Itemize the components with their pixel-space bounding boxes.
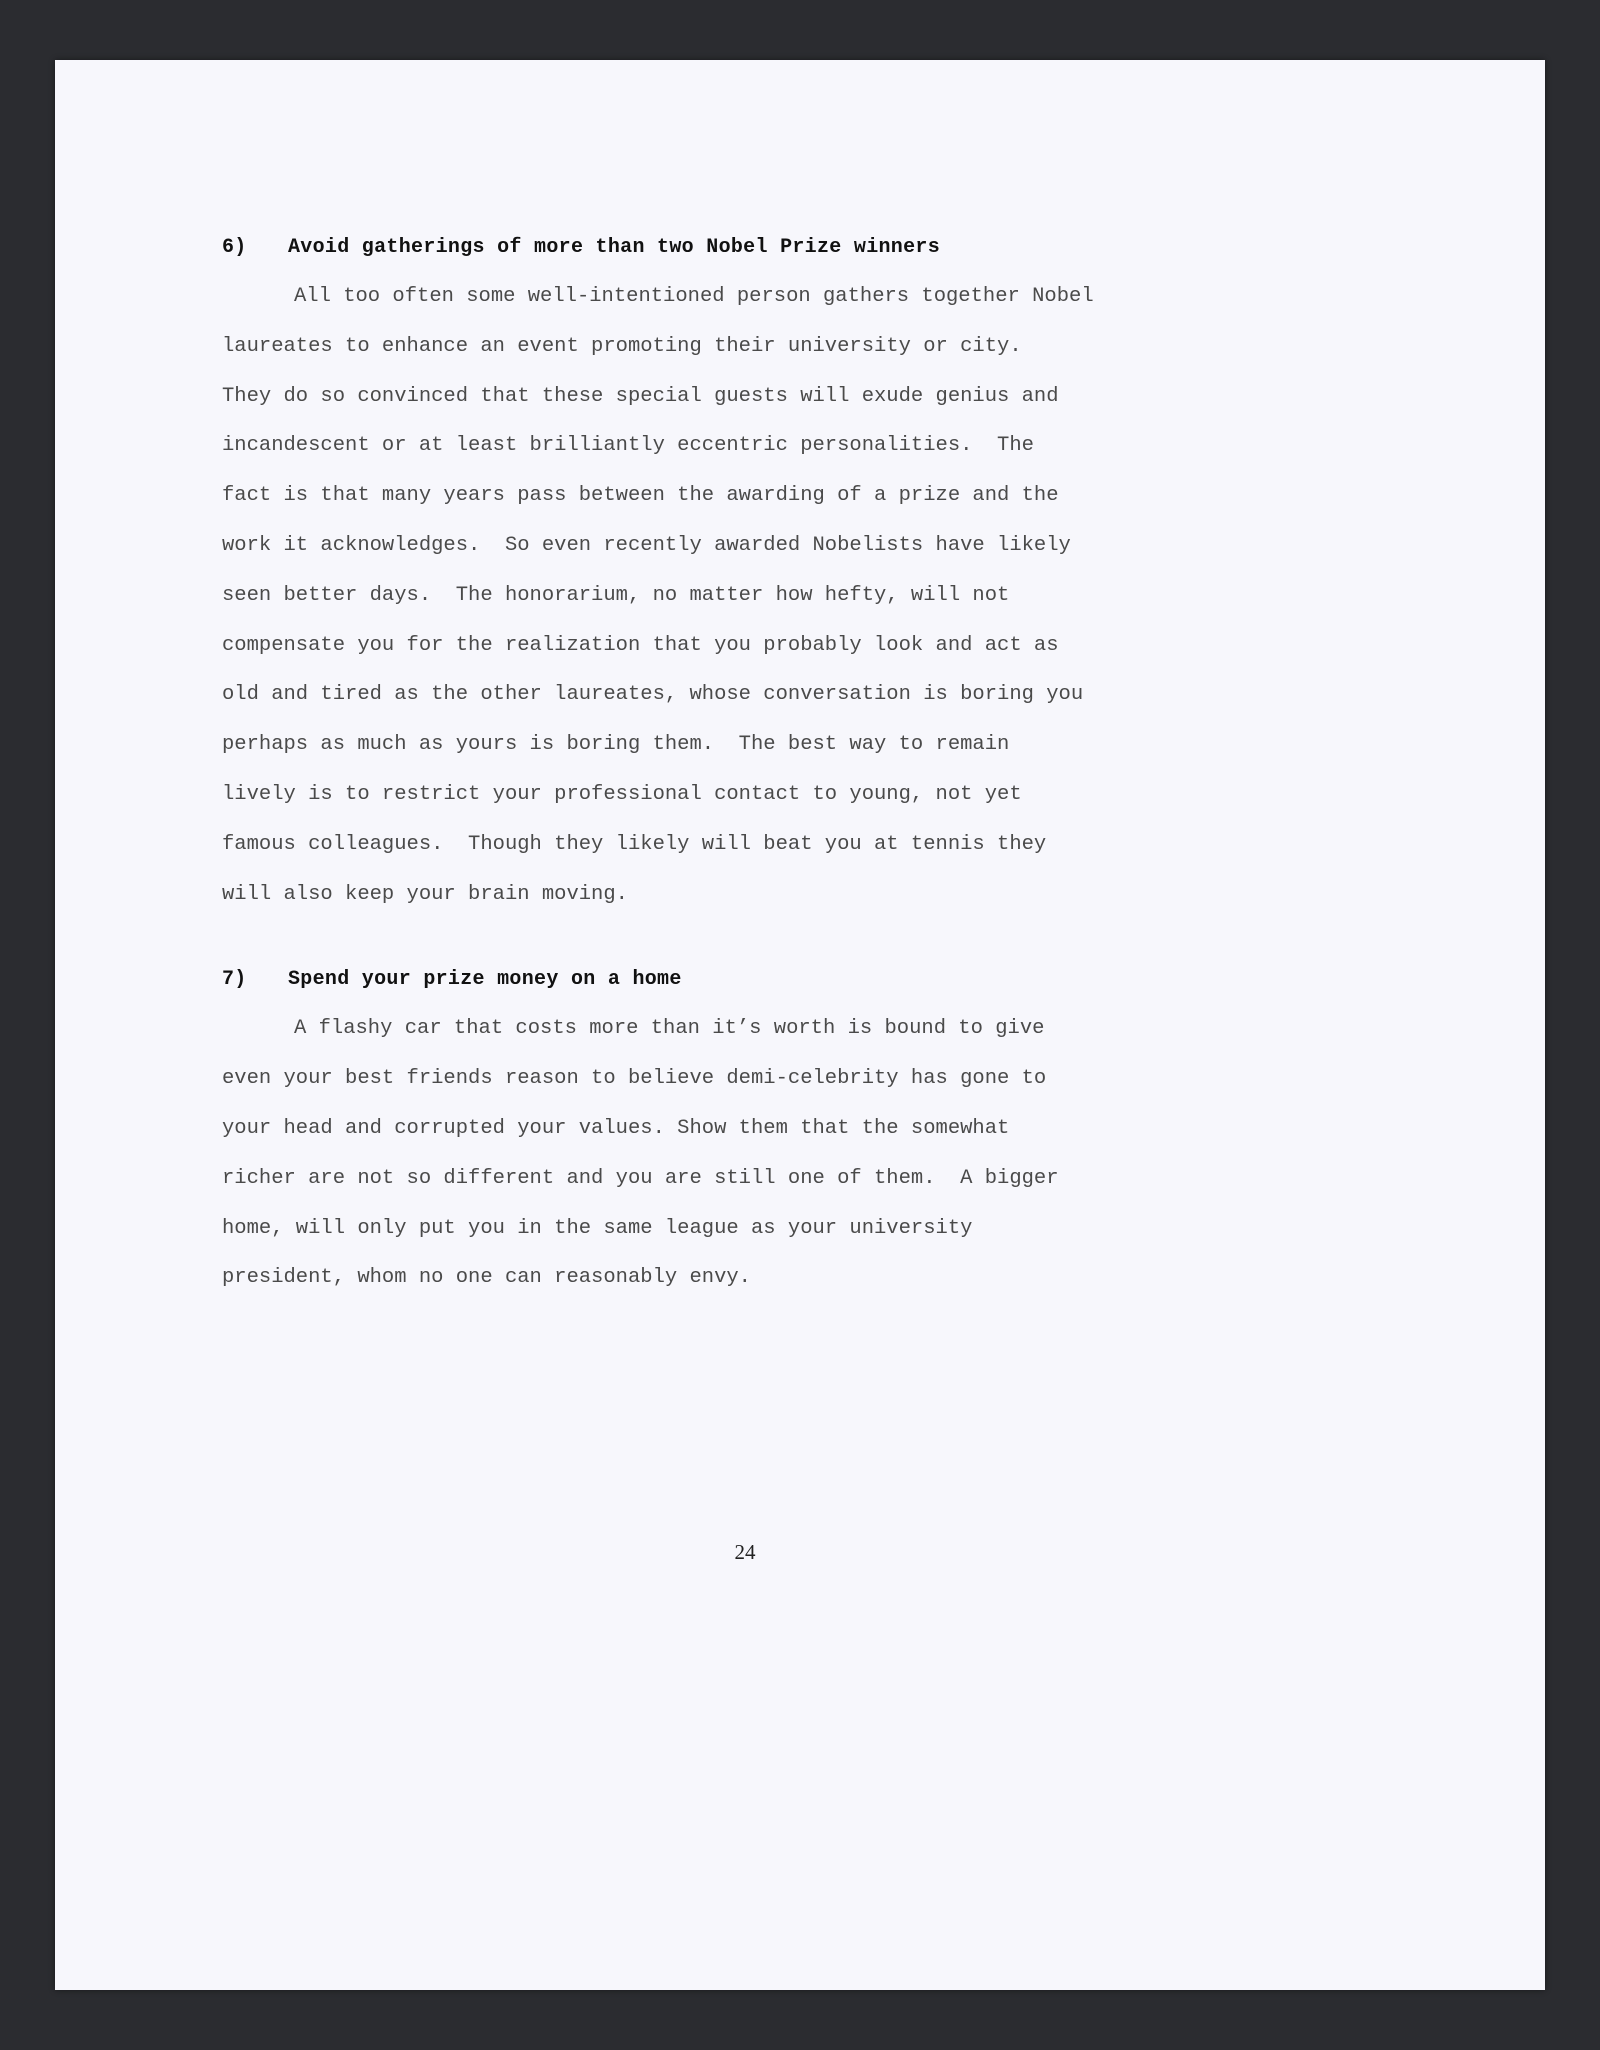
- page-number: 24: [734, 1540, 756, 1564]
- paragraph-line: president, whom no one can reasonably envy.: [222, 1266, 751, 1290]
- paragraph-line: laureates to enhance an event promoting their university or city.: [222, 334, 1022, 358]
- section-number: 7): [222, 968, 247, 992]
- section-heading: [222, 967, 1222, 993]
- paragraph-line: compensate you for the realization that you probably look and act as: [222, 633, 1059, 657]
- section-paragraph: [222, 272, 1222, 919]
- paragraph-line: perhaps as much as yours is boring them. The best way to remain: [222, 733, 1010, 757]
- section-paragraph: [222, 1004, 1222, 1303]
- paragraph-line: seen better days. The honorarium, no matter how hefty, will not: [222, 583, 1010, 607]
- paragraph-line: They do so convinced that these special guests will exude genius and: [222, 384, 1059, 408]
- section-title: Spend your prize money on a home: [288, 968, 682, 992]
- paragraph-line: work it acknowledges. So even recently awarded Nobelists have likely: [222, 533, 1071, 557]
- paragraph-line: home, will only put you in the same league as your university: [222, 1216, 973, 1240]
- paragraph-line: lively is to restrict your professional contact to young, not yet: [222, 782, 1022, 806]
- paragraph-line: incandescent or at least brilliantly eccentric personalities. The: [222, 434, 1034, 458]
- section-6: [222, 235, 1222, 919]
- paragraph-line: richer are not so different and you are still one of them. A bigger: [222, 1166, 1059, 1190]
- paragraph-line: your head and corrupted your values. Show them that the somewhat: [222, 1116, 1010, 1140]
- paragraph-line: A flashy car that costs more than it’s worth is bound to give: [294, 1017, 1045, 1041]
- paragraph-line: famous colleagues. Though they likely will beat you at tennis they: [222, 832, 1047, 856]
- section-7: [222, 967, 1222, 1303]
- section-title: Avoid gatherings of more than two Nobel Prize winners: [288, 236, 941, 259]
- section-heading: [222, 235, 1222, 261]
- paragraph-line: All too often some well-intentioned person gathers together Nobel: [294, 285, 1094, 308]
- section-number: 6): [222, 236, 247, 259]
- paragraph-line: even your best friends reason to believe demi-celebrity has gone to: [222, 1067, 1047, 1091]
- page-content: [222, 235, 1222, 1303]
- paragraph-line: fact is that many years pass between the awarding of a prize and the: [222, 484, 1059, 508]
- document-page: [55, 60, 1545, 1990]
- paragraph-line: will also keep your brain moving.: [222, 882, 628, 906]
- paragraph-line: old and tired as the other laureates, whose conversation is boring you: [222, 683, 1084, 707]
